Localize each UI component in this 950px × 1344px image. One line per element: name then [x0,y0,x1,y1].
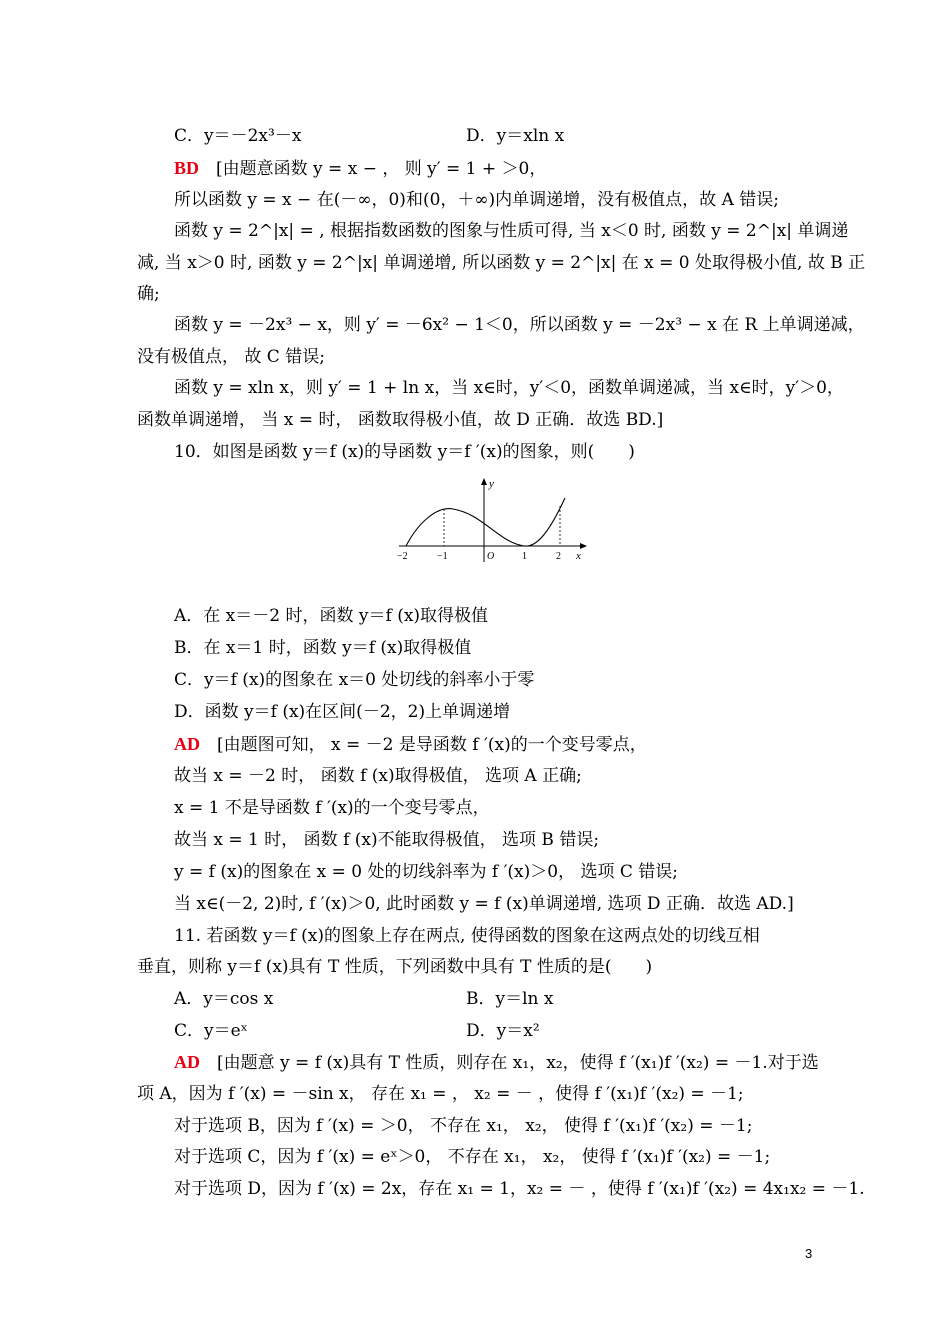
tick-label-minus-2: −2 [397,551,408,562]
text-line [174,636,471,660]
text-line [174,860,678,884]
text-segment: 函数 y = 2^|x| = , 根据指数函数的图象与性质可得, 当 x＜0 时, 函数 y = 2^|x| 单调递 [174,221,849,241]
text-segment: 对于选项 D，因为 f ′(x) = 2x，存在 x₁ = 1，x₂ = － ，使得 f ′(x₁)f ′(x₂) = 4x₁x₂ = －1. [174,1179,865,1199]
text-segment: D．y＝x² [466,1021,540,1041]
text-segment: C．y＝f (x)的图象在 x＝0 处切线的斜率小于零 [174,670,535,690]
text-line [174,700,510,724]
text-line [137,282,160,306]
text-segment: D．y＝xln x [466,126,565,146]
text-segment: 垂直，则称 y＝f (x)具有 T 性质，下列函数中具有 T 性质的是( ) [137,957,653,977]
text-segment: 所以函数 y = x − 在(－∞，0)和(0，＋∞)内单调递增，没有极值点，故 A 错误; [174,190,779,210]
text-line [174,124,301,148]
text-line [174,188,779,212]
text-line [466,1019,540,1043]
answer-label: BD [174,158,200,178]
text-segment: 确; [137,284,160,304]
text-line [174,219,848,243]
tick-label-1: 1 [522,551,527,562]
text-segment: D．函数 y＝f (x)在区间(－2，2)上单调递增 [174,702,511,722]
text-segment: 减, 当 x＞0 时, 函数 y = 2^|x| 单调递增, 所以函数 y = 2^|x| 在 x = 0 处取得极小值, 故 B 正 [137,253,866,273]
text-line [174,1050,819,1074]
text-segment: 对于选项 C，因为 f ′(x) = eˣ＞0， 不存在 x₁， x₂， 使得 f ′(x₁)f ′(x₂) = －1; [174,1147,771,1167]
text-line [174,1019,248,1043]
text-segment: C．y＝－2x³－x [174,126,302,146]
text-segment: 故当 x = －2 时， 函数 f (x)取得极值， 选项 A 正确; [174,766,582,786]
text-line [137,955,652,979]
y-axis-arrow [481,478,487,485]
text-segment: 11. 若函数 y＝f (x)的图象上存在两点, 使得函数的图象在这两点处的切线互相 [174,926,760,946]
text-segment: y = f (x)的图象在 x = 0 处的切线斜率为 f ′(x)＞0， 选项 C 错误; [174,862,679,882]
text-line [174,796,490,820]
answer-label: AD [174,734,200,754]
answer-label: AD [174,1052,200,1072]
text-line [174,440,635,464]
text-line [137,251,865,275]
text-segment: B．在 x＝1 时，函数 y＝f (x)取得极值 [174,638,472,658]
text-segment: 故当 x = 1 时， 函数 f (x)不能取得极值， 选项 B 错误; [174,830,600,850]
page-number: 3 [805,1246,813,1261]
text-segment: [由题意 y = f (x)具有 T 性质，则存在 x₁，x₂，使得 f ′(x₁)f ′(x₂) = －1.对于选 [200,1053,819,1073]
text-line [174,987,273,1011]
text-line [174,892,794,916]
text-segment: x = 1 不是导函数 f ′(x)的一个变号零点， [174,798,490,818]
text-line [137,408,663,432]
text-line [137,1082,744,1106]
x-axis-arrow [580,543,587,549]
x-axis-label: x [576,550,581,562]
text-line [174,313,865,337]
derivative-graph-figure [393,476,593,568]
text-segment: B．y＝ln x [466,989,554,1009]
text-line [174,828,599,852]
tick-label-2: 2 [556,551,561,562]
text-segment: 项 A，因为 f ′(x) = －sin x， 存在 x₁ = ， x₂ = － ，使得 f ′(x₁)f ′(x₂) = －1; [137,1084,744,1104]
text-line [466,124,564,148]
text-line [174,1114,752,1138]
y-axis-label: y [489,478,494,490]
text-segment: 对于选项 B，因为 f ′(x) = ＞0， 不存在 x₁， x₂， 使得 f ′(x₁)f ′(x₂) = －1; [174,1116,753,1136]
text-segment: 当 x∈(－2, 2)时, f ′(x)＞0, 此时函数 y = f (x)单调递增, 选项 D 正确．故选 AD.] [174,894,794,914]
text-segment: [由题图可知， x = －2 是导函数 f ′(x)的一个变号零点， [200,735,647,755]
text-segment: 10．如图是函数 y＝f (x)的导函数 y＝f ′(x)的图象，则( ) [174,442,635,462]
text-line [174,1145,770,1169]
text-segment: A．在 x＝－2 时，函数 y＝f (x)取得极值 [174,606,489,626]
text-line [174,1177,865,1201]
tick-label-minus-1: −1 [437,551,448,562]
text-line [174,156,546,180]
text-line [174,376,844,400]
text-segment: 没有极值点， 故 C 错误; [137,347,325,367]
text-segment: 函数 y = xln x，则 y′ = 1 + ln x，当 x∈时，y′＜0，函数单调递减，当 x∈时，y′＞0， [174,378,844,398]
origin-label: O [487,551,495,562]
derivative-curve [406,498,565,546]
text-line [466,987,553,1011]
text-line [174,604,488,628]
text-line [174,668,534,692]
text-segment: 函数 y = －2x³ − x，则 y′ = －6x² − 1＜0，所以函数 y = －2x³ − x 在 R 上单调递减， [174,315,865,335]
text-line [174,924,760,948]
text-line [174,732,647,756]
text-segment: A．y＝cos x [174,989,274,1009]
text-segment: 函数单调递增， 当 x = 时， 函数取得极小值，故 D 正确．故选 BD.] [137,410,664,430]
text-line [174,764,582,788]
text-segment: [由题意函数 y = x − ， 则 y′ = 1 + ＞0， [199,159,547,179]
text-segment: C．y＝eˣ [174,1021,248,1041]
text-line [137,345,325,369]
